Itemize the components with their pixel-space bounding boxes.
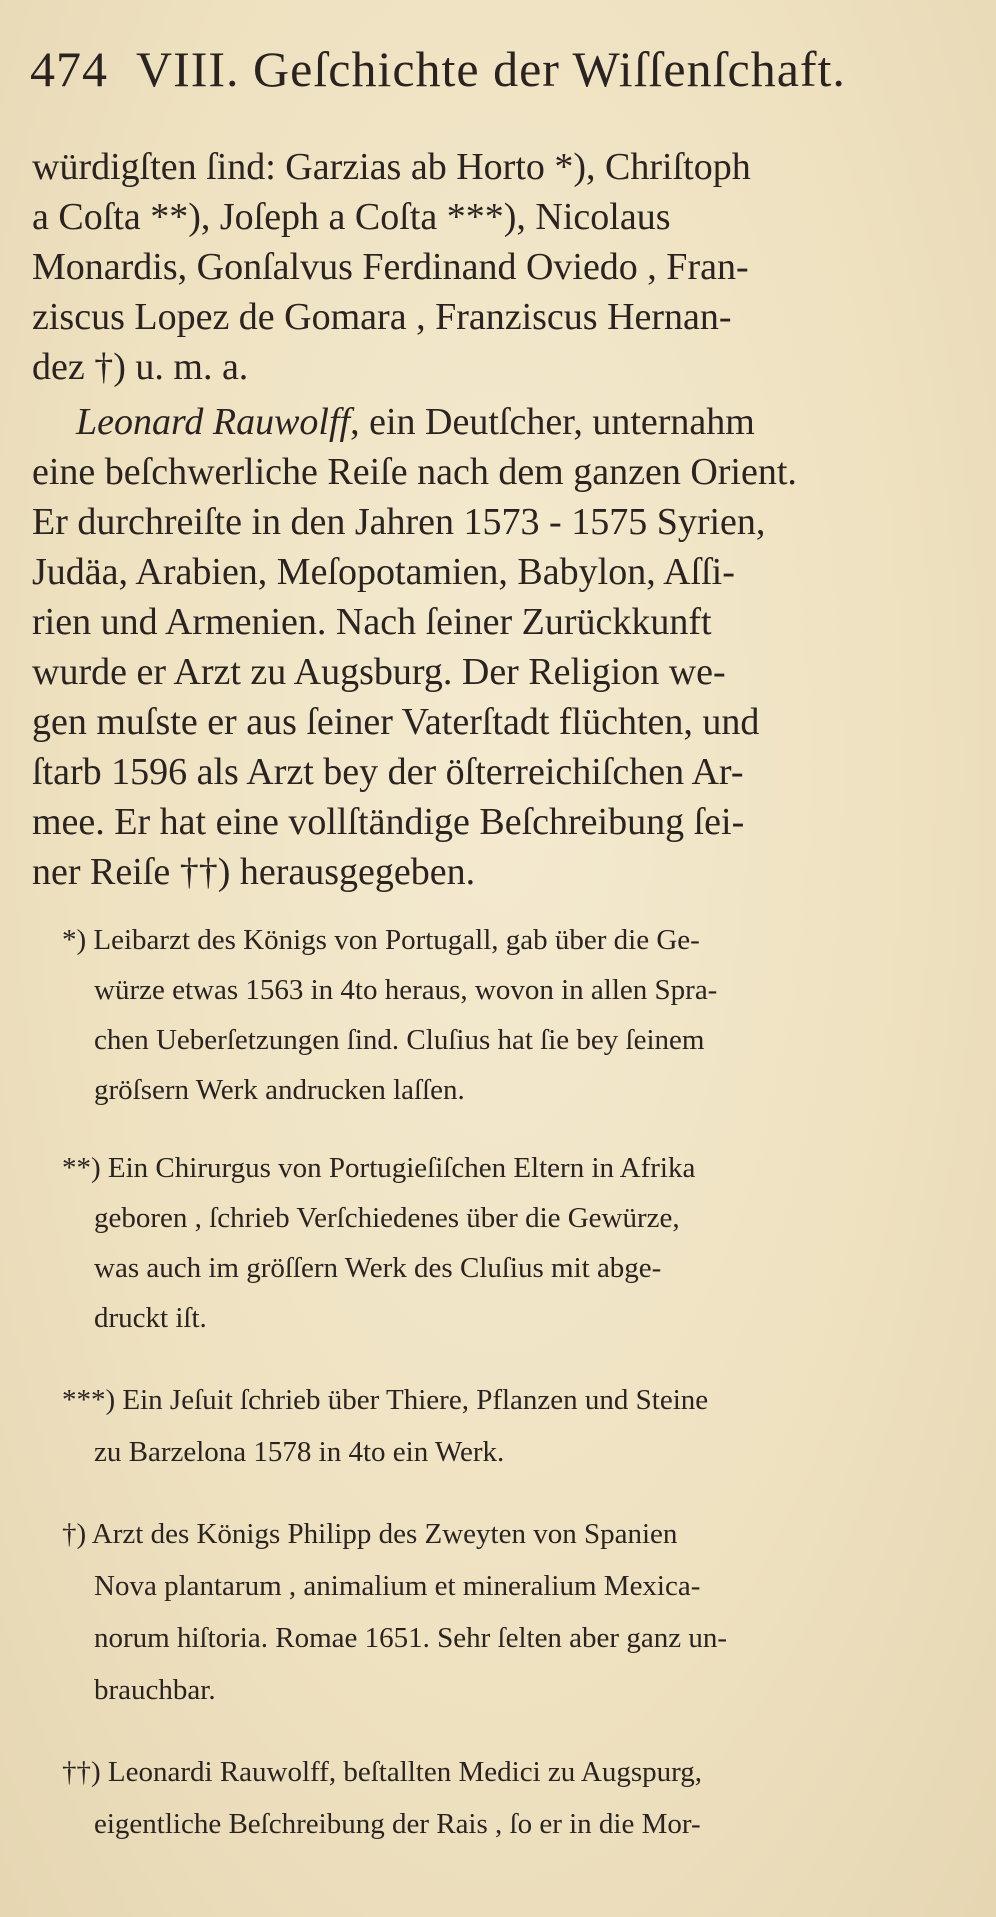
text-line: mee. Er hat eine vollſtändige Beſchreibung ſei- bbox=[32, 801, 745, 843]
footnote-line: norum hiſtoria. Romae 1651. Sehr ſelten aber ganz un- bbox=[94, 1622, 727, 1654]
footnote-line: würze etwas 1563 in 4to heraus, wovon in allen Spra- bbox=[94, 974, 718, 1006]
text-line: ziscus Lopez de Gomara , Franziscus Hernan- bbox=[32, 296, 732, 338]
footnote-line: geboren , ſchrieb Verſchiedenes über die Gewürze, bbox=[94, 1202, 680, 1234]
text-line: Er durchreiſte in den Jahren 1573 - 1575 Syrien, bbox=[32, 501, 766, 543]
footnote-line: ††) Leonardi Rauwolff, beſtallten Medici zu Augspurg, bbox=[62, 1756, 703, 1788]
text-line: gen muſste er aus ſeiner Vaterſtadt flüchten, und bbox=[32, 701, 760, 743]
text-line: wurde er Arzt zu Augsburg. Der Religion we- bbox=[32, 651, 726, 693]
footnote-line: †) Arzt des Königs Philipp des Zweyten von Spanien bbox=[62, 1518, 678, 1550]
page-number: 474 bbox=[30, 41, 108, 97]
footnote-line: **) Ein Chirurgus von Portugieſiſchen Eltern in Afrika bbox=[62, 1152, 696, 1184]
text-line: Judäa, Arabien, Meſopotamien, Babylon, Aſſi- bbox=[32, 551, 735, 593]
text-line: dez †) u. m. a. bbox=[32, 346, 249, 388]
footnote-line: was auch im gröſſern Werk des Cluſius mit abge- bbox=[94, 1252, 662, 1284]
text-line: würdigſten ſind: Garzias ab Horto *), Chriſtoph bbox=[32, 146, 751, 188]
lead-rest: , ein Deutſcher, unternahm bbox=[350, 401, 755, 443]
text-line: Monardis, Gonſalvus Ferdinand Oviedo , Fran- bbox=[32, 246, 749, 288]
footnote-line: Nova plantarum , animalium et mineralium Mexica- bbox=[94, 1570, 701, 1602]
running-header bbox=[30, 40, 960, 98]
text-line: a Coſta **), Joſeph a Coſta ***), Nicolaus bbox=[32, 196, 671, 238]
text-line: rien und Armenien. Nach ſeiner Zurückkunft bbox=[32, 601, 712, 643]
footnote-line: druckt iſt. bbox=[94, 1302, 207, 1334]
footnote-line: zu Barzelona 1578 in 4to ein Werk. bbox=[94, 1436, 505, 1468]
footnote-line: gröſsern Werk andrucken laſſen. bbox=[94, 1074, 465, 1106]
footnote-line: *) Leibarzt des Königs von Portugall, gab über die Ge- bbox=[62, 924, 700, 956]
footnote-line: chen Ueberſetzungen ſind. Cluſius hat ſie bey ſeinem bbox=[94, 1024, 705, 1056]
footnote-line: eigentliche Beſchreibung der Rais , ſo er in die Mor- bbox=[94, 1808, 701, 1840]
author-name: Leonard Rauwolff bbox=[76, 401, 351, 443]
text-line: eine beſchwerliche Reiſe nach dem ganzen Orient. bbox=[32, 451, 797, 493]
running-title: VIII. Geſchichte der Wiſſenſchaft. bbox=[136, 41, 846, 97]
text-line: ſtarb 1596 als Arzt bey der öſterreichiſchen Ar- bbox=[32, 751, 744, 793]
footnote-line: ***) Ein Jeſuit ſchrieb über Thiere, Pflanzen und Steine bbox=[62, 1384, 709, 1416]
text-line: ner Reiſe ††) herausgegeben. bbox=[32, 851, 476, 893]
paragraph-lead-line bbox=[76, 397, 755, 447]
footnote-line: brauchbar. bbox=[94, 1674, 216, 1706]
